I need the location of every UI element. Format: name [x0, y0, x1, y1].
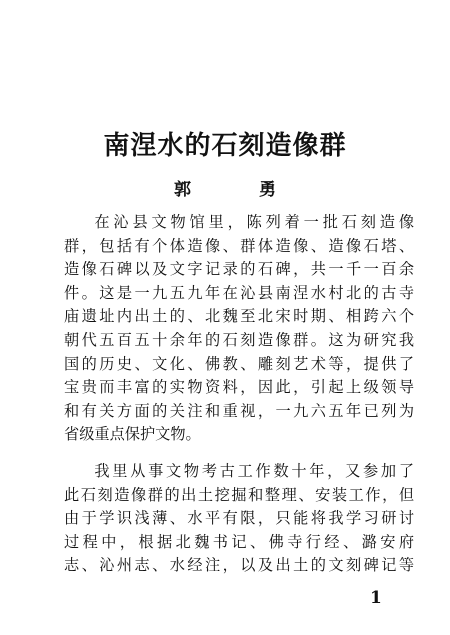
- text-line: 和有关方面的关注和重视，一九六五年已列为: [64, 401, 414, 420]
- text-line: 宝贵而丰富的实物资料，因此，引起上级领导: [64, 378, 414, 397]
- text-line: 我里从事文物考古工作数十年，又参加了: [94, 462, 414, 480]
- text-line: 造像石碑以及文字记录的石碑，共一千一百余: [64, 260, 414, 279]
- article-title: 南涅水的石刻造像群: [103, 131, 347, 161]
- paragraph-2: [64, 460, 414, 578]
- text-line: 群，包括有个体造像、群体造像、造像石塔、: [64, 236, 414, 255]
- text-line: 件。这是一九五九年在沁县南涅水村北的古寺: [64, 283, 414, 302]
- text-line: 志、沁州志、水经注，以及出土的文刻碑记等: [64, 556, 414, 575]
- text-line: 此石刻造像群的出土挖掘和整理、安装工作，但: [64, 485, 414, 504]
- text-line: 庙遗址内出土的、北魏至北宋时期、相跨六个: [64, 307, 414, 326]
- text-line: 朝代五百五十余年的石刻造像群。这为研究我: [64, 330, 414, 349]
- article-author: 郭 勇: [174, 180, 296, 200]
- text-line: 在沁县文物馆里，陈列着一批石刻造像: [94, 213, 414, 231]
- paragraph-1: [64, 211, 414, 447]
- text-line: 由于学识浅薄、水平有限，只能将我学习研讨: [64, 509, 414, 528]
- page-number: 1: [370, 588, 382, 608]
- text-line: 省级重点保护文物。: [64, 425, 201, 444]
- text-line: 过程中，根据北魏书记、佛寺行经、潞安府: [64, 532, 414, 551]
- text-line: 国的历史、文化、佛教、雕刻艺术等，提供了: [64, 354, 414, 373]
